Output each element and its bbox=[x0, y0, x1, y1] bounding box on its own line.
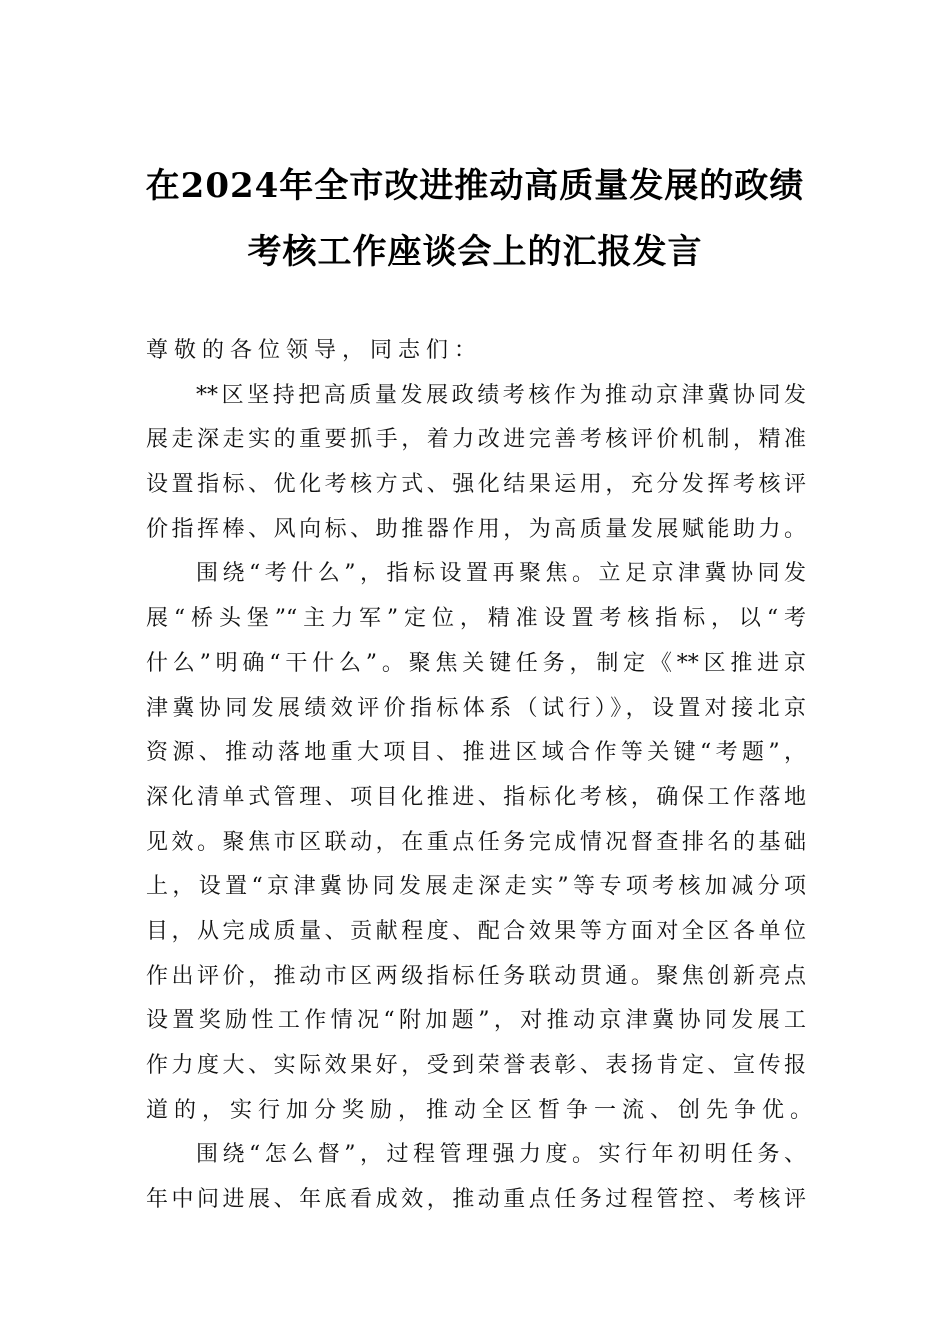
text-line: 资源、推动落地重大项目、推进区域合作等关键“考题”， bbox=[146, 740, 806, 766]
text-line: 设置奖励性工作情况“附加题”，对推动京津冀协同发展工 bbox=[146, 1008, 806, 1034]
text-line: 上，设置“京津冀协同发展走深走实”等专项考核加减分项 bbox=[146, 874, 806, 900]
text-line: 什么”明确“干什么”。聚焦关键任务，制定《**区推进京 bbox=[146, 650, 806, 676]
text-line: 作力度大、实际效果好，受到荣誉表彰、表扬肯定、宣传报 bbox=[146, 1053, 806, 1078]
text-line: 目，从完成质量、贡献程度、配合效果等方面对全区各单位 bbox=[146, 918, 806, 944]
text-line: 见效。聚焦市区联动，在重点任务完成情况督查排名的基础 bbox=[146, 829, 806, 855]
text-line: 价指挥棒、风向标、助推器作用，为高质量发展赋能助力。 bbox=[146, 516, 806, 542]
text-line: 津冀协同发展绩效评价指标体系（试行）》，设置对接北京 bbox=[146, 695, 806, 721]
text-line: 围绕“考什么”，指标设置再聚焦。立足京津冀协同发 bbox=[196, 561, 806, 587]
document-title-line-1: 在2024年全市改进推动高质量发展的政绩 bbox=[145, 166, 805, 206]
text-line: 围绕“怎么督”，过程管理强力度。实行年初明任务、 bbox=[196, 1142, 806, 1168]
text-line: **区坚持把高质量发展政绩考核作为推动京津冀协同发 bbox=[196, 382, 806, 408]
text-line: 设置指标、优化考核方式、强化结果运用，充分发挥考核评 bbox=[146, 472, 806, 498]
text-line: 道的，实行加分奖励，推动全区晳争一流、创先争优。 bbox=[146, 1097, 819, 1123]
document-title-line-2: 考核工作座谈会上的汇报发言 bbox=[247, 232, 703, 272]
text-line: 年中问进展、年底看成效，推动重点任务过程管控、考核评 bbox=[146, 1187, 806, 1213]
text-line: 展走深走实的重要抓手，着力改进完善考核评价机制，精准 bbox=[146, 427, 806, 453]
document-body bbox=[146, 329, 819, 1223]
text-line: 作出评价，推动市区两级指标任务联动贯通。聚焦创新亮点 bbox=[146, 963, 806, 989]
text-line: 深化清单式管理、项目化推进、指标化考核，确保工作落地 bbox=[146, 784, 806, 810]
text-line: 展“桥头堡”“主力军”定位，精准设置考核指标，以“考 bbox=[146, 606, 806, 632]
text-line: 尊敬的各位领导，同志们： bbox=[146, 338, 483, 363]
